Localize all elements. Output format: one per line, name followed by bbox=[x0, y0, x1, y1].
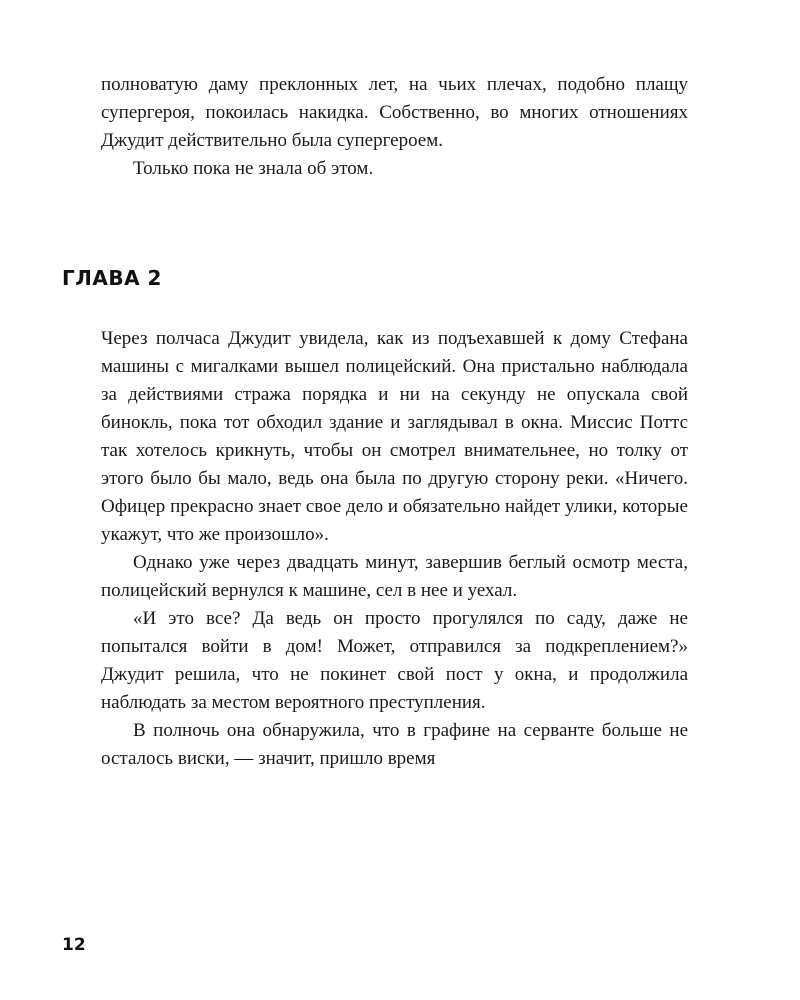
chapter-paragraph-2: Однако уже через двадцать минут, завершив беглый осмотр места, полицейский вернулся к машине, сел в нее и уехал. bbox=[101, 552, 688, 601]
top-text-block bbox=[101, 71, 688, 183]
chapter-paragraph-1: Через полчаса Джудит увидела, как из подъехавшей к дому Стефана машины с мигалками вышел полицейский. Она пристально наблюдала за действиями стража порядка и ни на секунду не опускала свой бинокль, пока тот обходил здание и заглядывал в окна. Миссис Поттс так хотелось крикнуть, чтобы он смотрел внимательнее, но толку от этого было бы мало, ведь она была по другую сторону реки. «Ничего. Офицер прекрасно знает свое дело и обязательно найдет улики, которые укажут, что же произошло». bbox=[101, 328, 688, 545]
chapter-paragraph-4: В полночь она обнаружила, что в графине на серванте больше не осталось виски, — значит, пришло время bbox=[101, 720, 688, 769]
chapter-body bbox=[101, 325, 688, 773]
paragraph-closing: Только пока не знала об этом. bbox=[133, 158, 374, 179]
page-number: 12 bbox=[62, 935, 86, 955]
chapter-heading: ГЛАВА 2 bbox=[62, 266, 162, 290]
chapter-paragraph-3: «И это все? Да ведь он просто прогулялся по саду, даже не попытался войти в дом! Может, отправился за подкреплением?» Джудит решила, что не покинет свой пост у окна, и продолжила наблюдать за местом вероятного преступления. bbox=[101, 608, 688, 713]
paragraph-continuation: полноватую даму преклонных лет, на чьих плечах, подобно плащу супергероя, покоилась накидка. Собственно, во многих отношениях Джудит действительно была супергероем. bbox=[101, 74, 688, 151]
